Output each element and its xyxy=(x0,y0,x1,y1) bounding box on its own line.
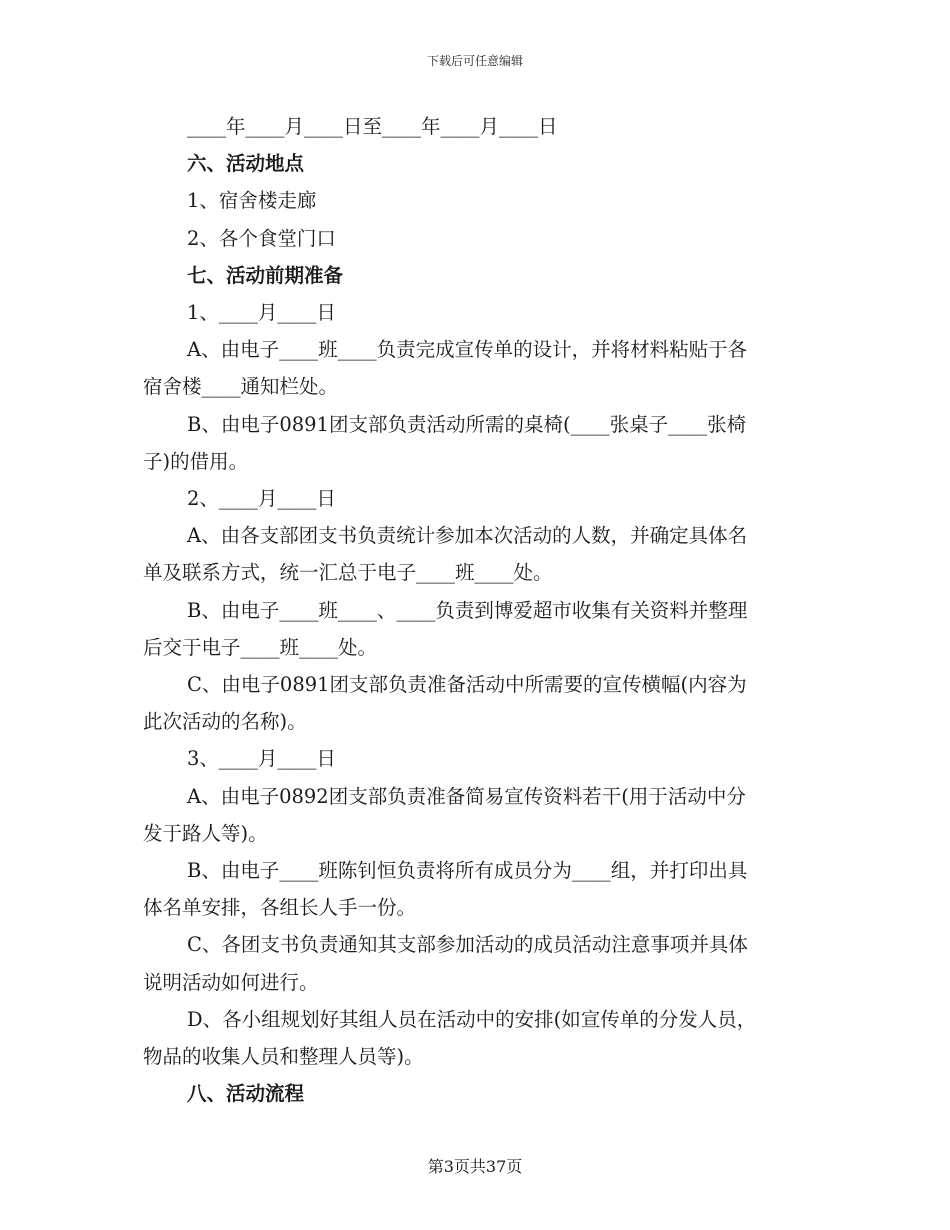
paragraph-line: 体名单安排，各组长人手一份。 xyxy=(143,896,417,920)
paragraph-line: 2、各个食堂门口 xyxy=(187,226,336,250)
paragraph-line: A、由电子0892团支部负责准备简易宣传资料若干(用于活动中分 xyxy=(187,784,746,808)
paragraph-line: A、由电子____班____负责完成宣传单的设计，并将材料粘贴于各 xyxy=(187,338,748,362)
paragraph-line: 此次活动的名称)。 xyxy=(143,710,307,734)
section-heading: 六、活动地点 xyxy=(187,152,305,176)
paragraph-line: 发于路人等)。 xyxy=(143,821,268,845)
paragraph-line: C、由电子0891团支部负责准备活动中所需要的宣传横幅(内容为 xyxy=(187,673,747,697)
paragraph-line: 物品的收集人员和整理人员等)。 xyxy=(143,1045,424,1069)
paragraph-line: B、由电子____班陈钊恒负责将所有成员分为____组，并打印出具 xyxy=(187,859,748,883)
paragraph-line: B、由电子0891团支部负责活动所需的桌椅(____张桌子____张椅 xyxy=(187,412,747,436)
paragraph-line: 子)的借用。 xyxy=(143,449,249,473)
page-header-note: 下载后可任意编辑 xyxy=(426,54,523,68)
paragraph-line: B、由电子____班____、____负责到博爱超市收集有关资料并整理 xyxy=(187,598,748,622)
paragraph-line: 2、____月____日 xyxy=(187,487,336,511)
section-heading: 八、活动流程 xyxy=(187,1082,305,1106)
paragraph-line: D、各小组规划好其组人员在活动中的安排(如宣传单的分发人员， xyxy=(187,1007,757,1031)
paragraph-line: 单及联系方式，统一汇总于电子____班____处。 xyxy=(143,561,553,585)
paragraph-line: A、由各支部团支书负责统计参加本次活动的人数，并确定具体名 xyxy=(187,524,748,548)
section-heading: 七、活动前期准备 xyxy=(187,263,344,287)
paragraph-line: C、各团支书负责通知其支部参加活动的成员活动注意事项并具体 xyxy=(187,933,748,957)
paragraph-line: 1、____月____日 xyxy=(187,301,336,325)
paragraph-line: 后交于电子____班____处。 xyxy=(143,635,378,659)
paragraph-line: ____年____月____日至____年____月____日 xyxy=(187,115,558,138)
paragraph-line: 说明活动如何进行。 xyxy=(143,970,319,994)
page-footer: 第3页共37页 xyxy=(427,1157,523,1176)
paragraph-line: 1、宿舍楼走廊 xyxy=(187,189,317,213)
paragraph-line: 宿舍楼____通知栏处。 xyxy=(143,375,339,399)
document-body xyxy=(143,108,808,1112)
paragraph-line: 3、____月____日 xyxy=(187,747,336,771)
